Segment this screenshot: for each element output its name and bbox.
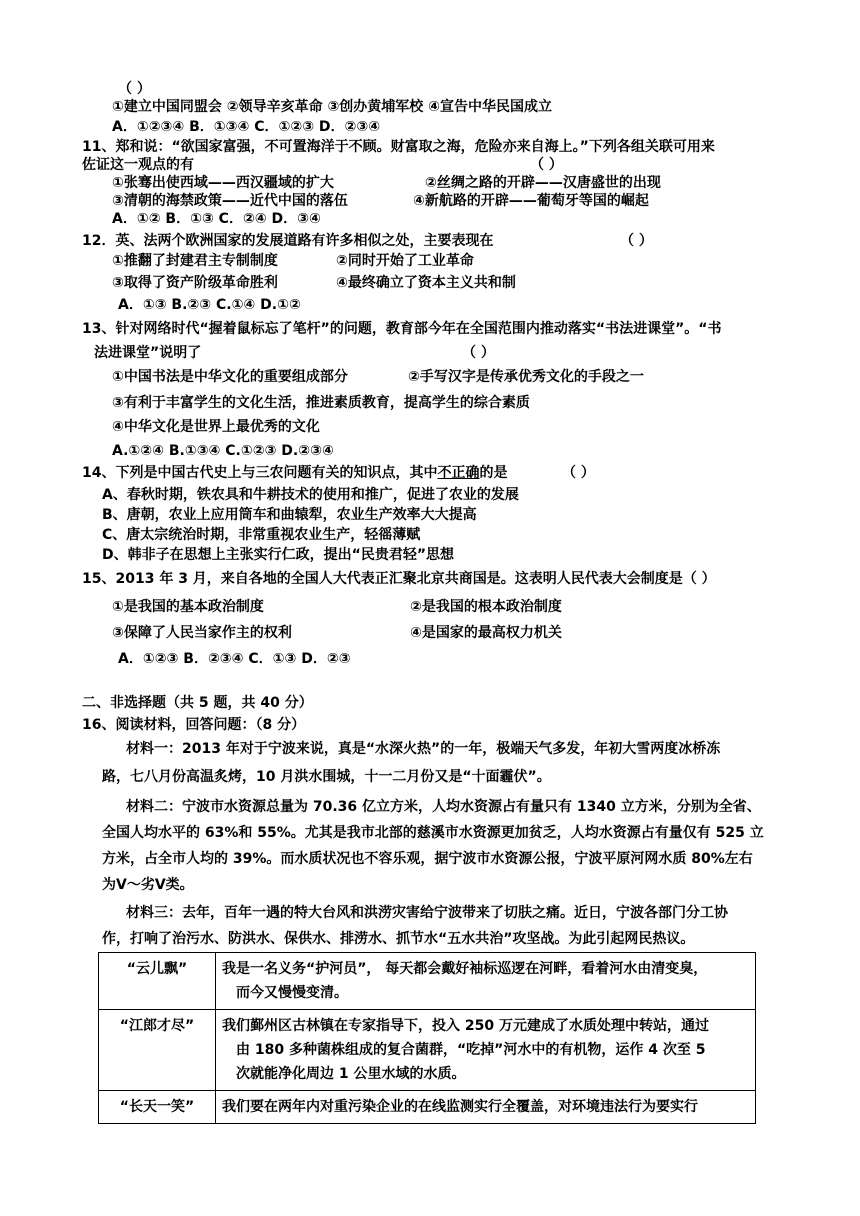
q13-paren: （ ）: [462, 345, 495, 361]
table-row: [99, 953, 756, 1010]
q14-stem-end: 的是: [479, 465, 508, 481]
comment-line: 而今又慢慢变清。: [236, 985, 348, 1001]
netizen-comment: [216, 1010, 756, 1091]
comment-line: 由 180 多种菌株组成的复合菌群，“吃掉”河水中的有机物，运作 4 次至 5: [236, 1042, 706, 1058]
material-1-line1: 材料一：2013 年对于宁波来说，真是“水深火热”的一年，极端天气多发，年初大雪两度冰桥冻: [126, 741, 721, 757]
material-2-line4: 为Ⅴ～劣Ⅴ类。: [102, 877, 194, 893]
section-2-title: 二、非选择题（共 5 题，共 40 分）: [82, 695, 313, 711]
q13-stem-line1: 13、针对网络时代“握着鼠标忘了笔杆”的问题，教育部今年在全国范围内推动落实“书法进课堂”。“书: [82, 321, 722, 337]
q15-option-4: ④是国家的最高权力机关: [410, 625, 562, 641]
material-2-line3: 方米，占全市人均的 39%。而水质状况也不容乐观，据宁波市水资源公报，宁波平原河网水质 80%左右: [102, 851, 753, 867]
netizen-comment: [216, 953, 756, 1010]
q15-answers: A．①②③ B．②③④ C．①③ D．②③: [118, 651, 351, 667]
comment-line: 次就能净化周边 1 公里水域的水质。: [236, 1066, 466, 1082]
netizen-comment: [216, 1091, 756, 1124]
q15-option-2: ②是我国的根本政治制度: [410, 599, 562, 615]
q14-stem-underlined: 不正确: [437, 465, 480, 481]
material-1-line2: 路，七八月份高温炙烤，10 月洪水围城，十一二月份又是“十面霾伏”。: [102, 769, 551, 785]
q12-option-1: ①推翻了封建君主专制制度: [112, 253, 278, 269]
q14-option-d: D、韩非子在思想上主张实行仁政，提出“民贵君轻”思想: [102, 547, 455, 563]
q12-option-4: ④最终确立了资本主义共和制: [336, 275, 516, 291]
q14-stem: [82, 464, 507, 482]
q12-stem: 12．英、法两个欧洲国家的发展道路有许多相似之处，主要表现在: [82, 233, 494, 249]
q13-option-4: ④中华文化是世界上最优秀的文化: [112, 419, 320, 435]
q13-answers: A.①②④ B.①③④ C.①②③ D.②③④: [112, 443, 334, 459]
material-3-line1: 材料三：去年，百年一遇的特大台风和洪涝灾害给宁波带来了切肤之痛。近日，宁波各部门分工协: [126, 905, 728, 921]
material-3-line2: 作，打响了治污水、防洪水、保供水、排涝水、抓节水“五水共治”攻坚战。为此引起网民热议。: [102, 931, 695, 947]
comment-line: 我们鄞州区古林镇在专家指导下，投入 250 万元建成了水质处理中转站，通过: [222, 1018, 709, 1034]
q11-option-1: ①张骞出使西域——西汉疆域的扩大: [112, 175, 334, 191]
q13-option-3: ③有利于丰富学生的文化生活，推进素质教育，提高学生的综合素质: [112, 395, 530, 411]
q12-option-3: ③取得了资产阶级革命胜利: [112, 275, 278, 291]
q14-option-b: B、唐朝，农业上应用筒车和曲辕犁，农业生产效率大大提高: [102, 507, 477, 523]
comment-line: 我是一名义务“护河员”， 每天都会戴好袖标巡逻在河畔，看着河水由清变臭，: [222, 961, 708, 977]
netizen-name: “长天一笑”: [99, 1091, 216, 1124]
q10-options: ①建立中国同盟会 ②领导辛亥革命 ③创办黄埔军校 ④宣告中华民国成立: [112, 99, 553, 115]
comment-line: 我们要在两年内对重污染企业的在线监测实行全覆盖，对环境违法行为要实行: [222, 1099, 698, 1115]
q14-option-a: A、春秋时期，铁农具和牛耕技术的使用和推广，促进了农业的发展: [102, 487, 519, 503]
table-row: [99, 1010, 756, 1091]
q13-option-2: ②手写汉字是传承优秀文化的手段之一: [408, 369, 644, 385]
q11-stem-line1: 11、郑和说：“欲国家富强，不可置海洋于不顾。财富取之海，危险亦来自海上。”下列各组关联可用来: [82, 139, 715, 155]
material-2-line1: 材料二：宁波市水资源总量为 70.36 亿立方米，人均水资源占有量只有 1340 立方米，分别为全省、: [126, 799, 761, 815]
q14-stem-start: 14、下列是中国古代史上与三农问题有关的知识点，其中: [82, 465, 438, 481]
q11-stem-line2: 佐证这一观点的有: [82, 157, 194, 173]
netizen-name: “江郎才尽”: [99, 1010, 216, 1091]
q11-option-3: ③清朝的海禁政策——近代中国的落伍: [112, 193, 348, 209]
material-2-line2: 全国人均水平的 63%和 55%。尤其是我市北部的慈溪市水资源更加贫乏，人均水资源占有量仅有 525 立: [102, 825, 764, 841]
table-row: [99, 1091, 756, 1124]
q15-stem: 15、2013 年 3 月，来自各地的全国人大代表正汇聚北京共商国是。这表明人民代表大会制度是（ ）: [82, 571, 716, 587]
q11-answers: A．①② B．①③ C．②④ D．③④: [112, 211, 321, 227]
q10-paren: （ ）: [118, 81, 151, 97]
q11-paren: （ ）: [530, 157, 563, 173]
q12-option-2: ②同时开始了工业革命: [336, 253, 474, 269]
q12-paren: （ ）: [620, 233, 653, 249]
q14-paren: （ ）: [562, 465, 595, 481]
q13-stem-line2: 法进课堂”说明了: [94, 345, 202, 361]
q13-option-1: ①中国书法是中华文化的重要组成部分: [112, 369, 348, 385]
q12-answers: A．①③ B.②③ C.①④ D.①②: [118, 297, 301, 313]
q10-answers: A．①②③④ B．①③④ C．①②③ D．②③④: [112, 119, 381, 135]
netizen-name: “云儿飘”: [99, 953, 216, 1010]
q16-title: 16、阅读材料，回答问题：（8 分）: [82, 717, 306, 733]
q11-option-4: ④新航路的开辟——葡萄牙等国的崛起: [413, 193, 649, 209]
netizen-comments-table: [98, 952, 756, 1124]
q15-option-1: ①是我国的基本政治制度: [112, 599, 264, 615]
q14-option-c: C、唐太宗统治时期，非常重视农业生产，轻徭薄赋: [102, 527, 421, 543]
q11-option-2: ②丝绸之路的开辟——汉唐盛世的出现: [425, 175, 661, 191]
q15-option-3: ③保障了人民当家作主的权利: [112, 625, 292, 641]
